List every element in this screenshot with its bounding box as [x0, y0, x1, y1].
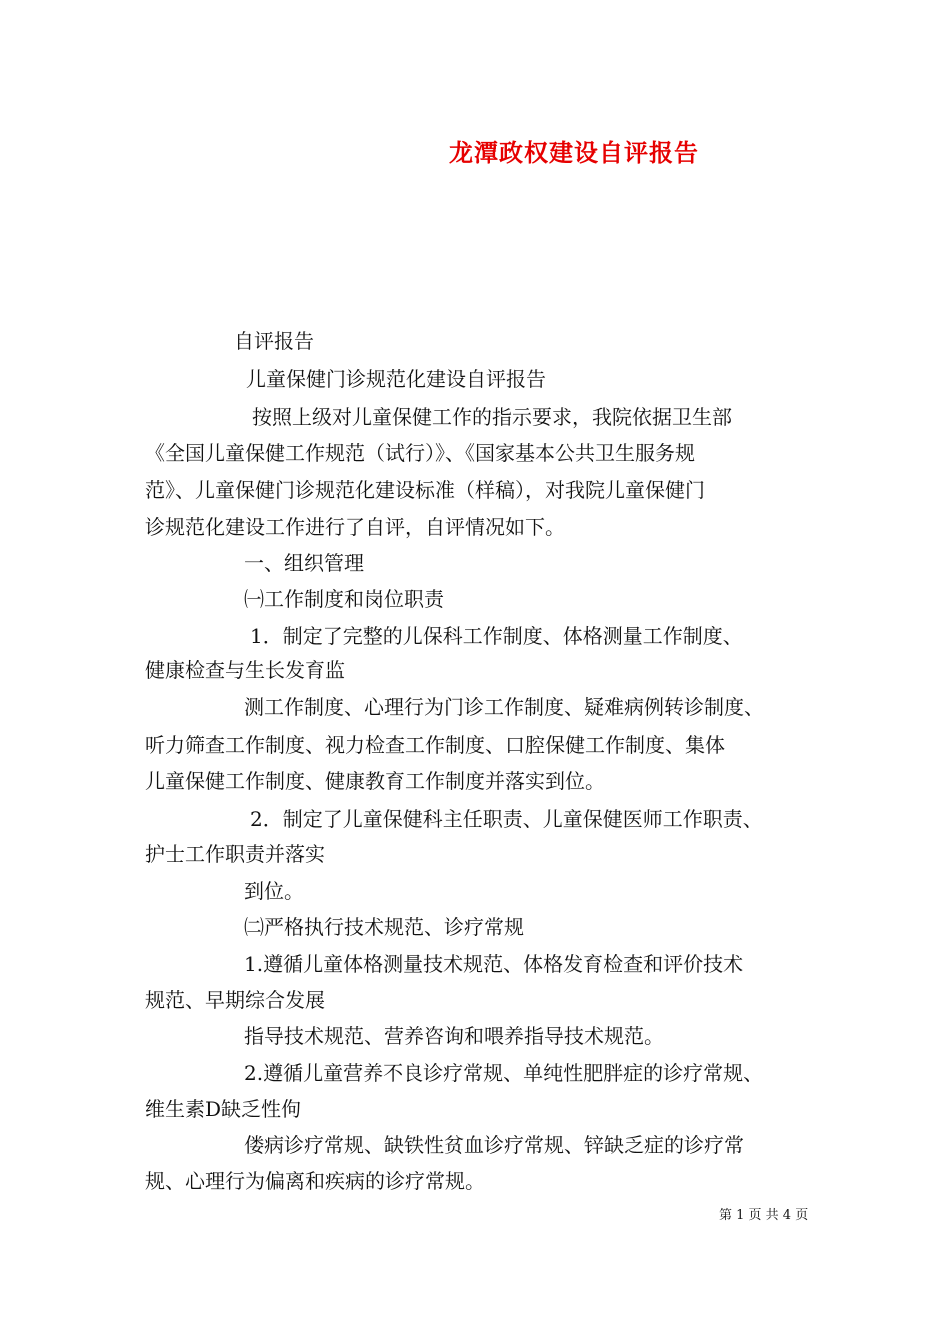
text-line: 《全国儿童保健工作规范（试行）》、《国家基本公共卫生服务规 [145, 441, 695, 465]
text-line: 儿童保健门诊规范化建设自评报告 [246, 367, 546, 391]
text-line: 护士工作职责并落实 [145, 842, 325, 866]
page-number: 第 1 页 共 4 页 [719, 1208, 809, 1223]
text-line: ㈠工作制度和岗位职责 [244, 587, 444, 611]
text-line: 偻病诊疗常规、缺铁性贫血诊疗常规、锌缺乏症的诊疗常 [244, 1133, 744, 1157]
text-line: 健康检查与生长发育监 [145, 658, 345, 682]
text-line: 2.遵循儿童营养不良诊疗常规、单纯性肥胖症的诊疗常规、 [244, 1061, 764, 1085]
text-line: 范》、儿童保健门诊规范化建设标准（样稿），对我院儿童保健门 [145, 478, 705, 502]
text-line: ㈡严格执行技术规范、诊疗常规 [244, 915, 524, 939]
text-line: 规范、早期综合发展 [145, 988, 325, 1012]
text-line: 规、心理行为偏离和疾病的诊疗常规。 [145, 1169, 485, 1193]
text-line: 一、组织管理 [244, 551, 364, 575]
text-line: 指导技术规范、营养咨询和喂养指导技术规范。 [244, 1024, 664, 1048]
text-line: 按照上级对儿童保健工作的指示要求，我院依据卫生部 [252, 405, 732, 429]
text-line: 到位。 [244, 879, 304, 903]
text-line: 诊规范化建设工作进行了自评，自评情况如下。 [145, 515, 565, 539]
text-line: 测工作制度、心理行为门诊工作制度、疑难病例转诊制度、 [244, 695, 764, 719]
text-line: 1．制定了完整的儿保科工作制度、体格测量工作制度、 [250, 624, 743, 648]
document-title: 龙潭政权建设自评报告 [449, 139, 699, 167]
text-line: 维生素D缺乏性佝 [145, 1097, 302, 1121]
text-line: 儿童保健工作制度、健康教育工作制度并落实到位。 [145, 769, 605, 793]
text-line: 自评报告 [234, 329, 314, 353]
text-line: 1.遵循儿童体格测量技术规范、体格发育检查和评价技术 [244, 952, 744, 976]
text-line: 2．制定了儿童保健科主任职责、儿童保健医师工作职责、 [250, 807, 763, 831]
text-line: 听力筛查工作制度、视力检查工作制度、口腔保健工作制度、集体 [145, 733, 725, 757]
